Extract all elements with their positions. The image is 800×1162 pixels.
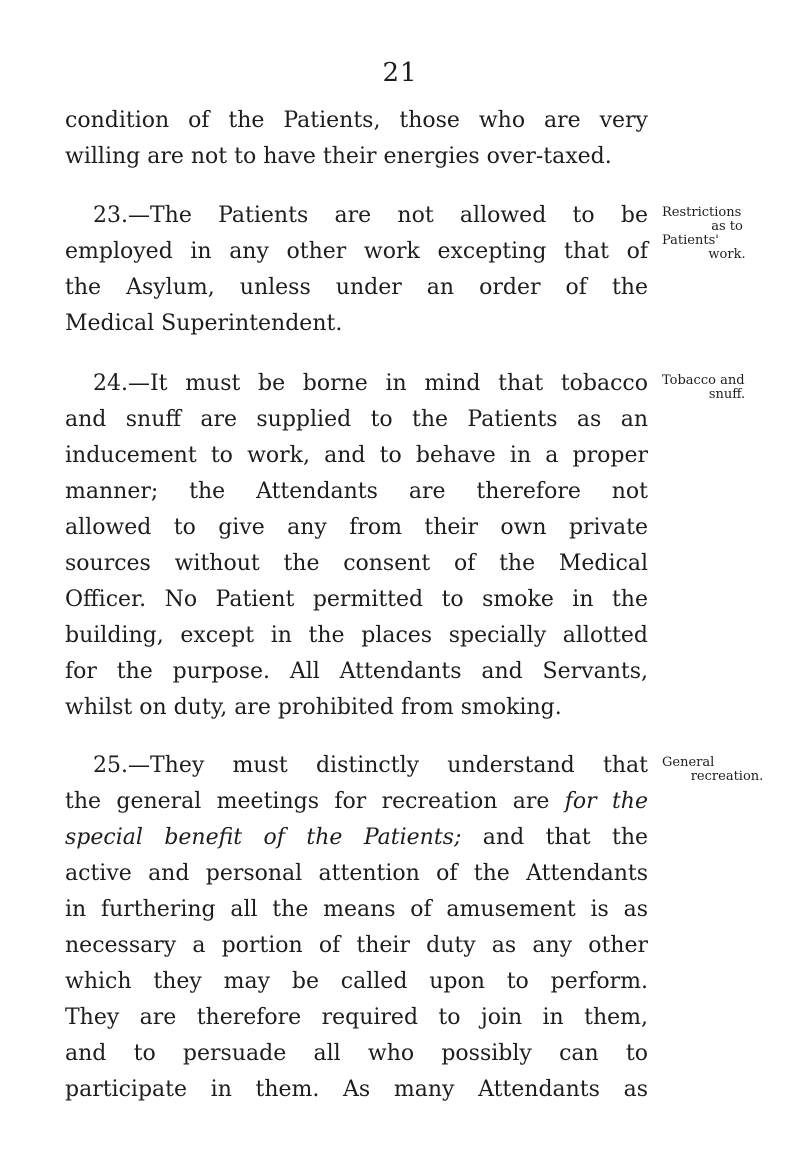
text-line: inducement to work, and to behave in a proper — [65, 443, 648, 468]
text-segment: the general meetings for recreation are — [65, 789, 565, 814]
text-line: 25.—They must distinctly understand that — [93, 753, 648, 778]
text-line: and to persuade all who possibly can to — [65, 1041, 648, 1066]
text-line: participate in them. As many Attendants as — [65, 1077, 648, 1102]
text-line: They are therefore required to join in them, — [65, 1005, 648, 1030]
text-line: and snuff are supplied to the Patients as an — [65, 407, 648, 432]
text-line: employed in any other work excepting that of — [65, 239, 648, 264]
text-line: allowed to give any from their own private — [65, 515, 648, 540]
margin-note-recreation — [662, 756, 792, 784]
text-line — [65, 784, 648, 820]
italic-segment: special benefit of the Patients; — [65, 825, 462, 850]
page-number: 21 — [382, 58, 418, 88]
margin-note-line: General — [662, 755, 715, 770]
text-line: necessary a portion of their duty as any other — [65, 933, 648, 958]
text-line: building, except in the places specially allotted — [65, 623, 648, 648]
margin-note-line: Patients' — [662, 233, 719, 248]
margin-note-tobacco — [662, 374, 792, 402]
text-line: sources without the consent of the Medical — [65, 551, 648, 576]
text-segment: and that the — [461, 825, 649, 850]
text-line: Medical Superintendent. — [65, 311, 343, 336]
text-line: Officer. No Patient permitted to smoke in the — [65, 587, 648, 612]
text-line: whilst on duty, are prohibited from smoking. — [65, 695, 562, 720]
margin-note-restrictions — [662, 206, 792, 262]
italic-segment: for the — [564, 789, 648, 814]
margin-note-line: Tobacco and — [662, 373, 745, 388]
text-line: willing are not to have their energies over-taxed. — [65, 144, 612, 169]
text-line: active and personal attention of the Attendants — [65, 861, 648, 886]
text-line: 24.—It must be borne in mind that tobacco — [93, 371, 648, 396]
margin-note-line: recreation. — [690, 769, 764, 784]
text-line — [65, 820, 648, 856]
text-line: for the purpose. All Attendants and Servants, — [65, 659, 648, 684]
text-line: in furthering all the means of amusement is as — [65, 897, 648, 922]
margin-note-line: as to — [711, 219, 743, 234]
margin-note-line: work. — [708, 247, 746, 262]
text-line: 23.—The Patients are not allowed to be — [93, 203, 648, 228]
margin-note-line: Restrictions — [662, 205, 742, 220]
margin-note-line: snuff. — [708, 387, 746, 402]
text-line: manner; the Attendants are therefore not — [65, 479, 648, 504]
text-line: the Asylum, unless under an order of the — [65, 275, 648, 300]
text-line: which they may be called upon to perform. — [65, 969, 648, 994]
text-line: condition of the Patients, those who are very — [65, 108, 648, 133]
